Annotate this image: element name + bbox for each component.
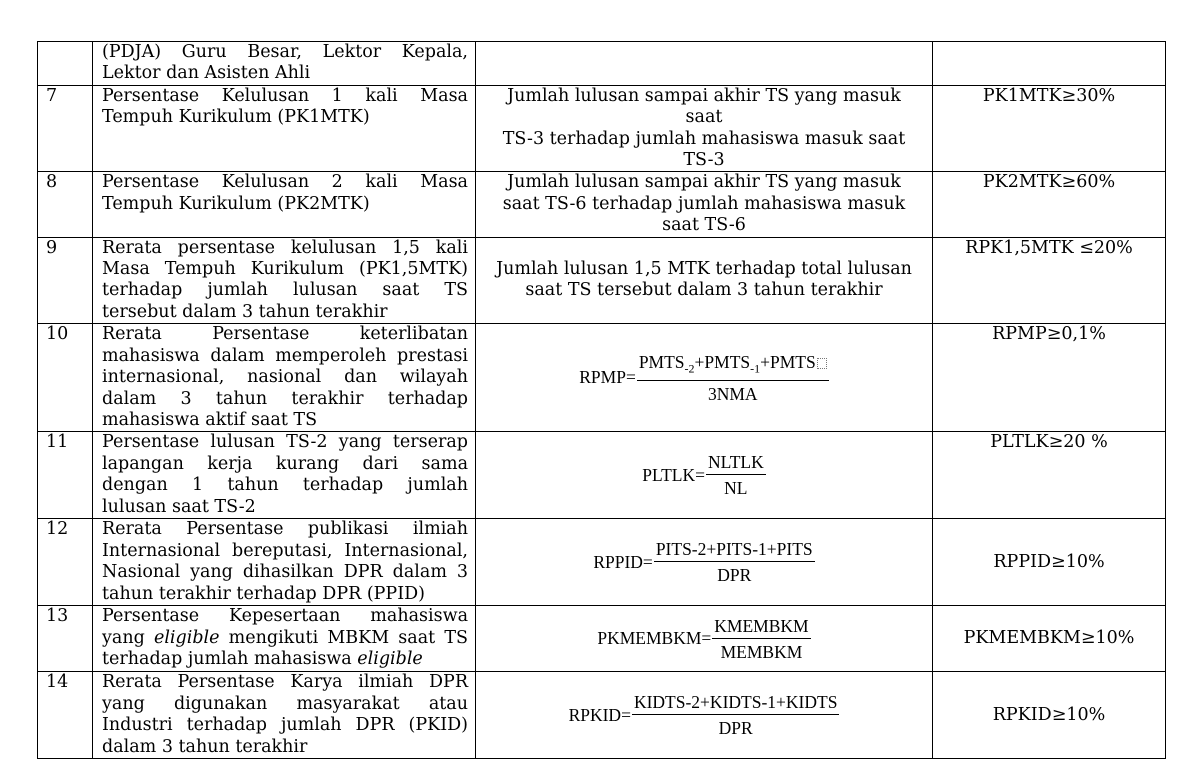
formula-pkmembkm: PKMEMBKM= $\frac{\text{KMEMBKM}}{\text{MEMBKM}}$ [597,615,809,662]
table-row [38,85,1166,172]
fraction [637,351,829,406]
numerator: KIDTS-2+KIDTS-1+KIDTS [632,691,839,715]
target-cell: PK1MTK≥30% [933,85,1166,172]
row-number: 7 [38,85,93,172]
indicator-cell: Persentase Kepesertaan mahasiswa yang eligible mengikuti MBKM saat TS terhadap jumlah mahasiswa eligible [93,606,476,672]
formula-cell [476,606,933,672]
indicator-cell: Persentase lulusan TS-2 yang terserap lapangan kerja kurang dari sama dengan 1 tahun terhadap jumlah lulusan saat TS-2 [93,432,476,519]
target-cell [933,42,1166,86]
indicator-cell: Rerata Persentase publikasi ilmiah Internasional bereputasi, Internasional, Nasional yang dihasilkan DPR dalam 3 tahun terakhir terhadap DPR (PPID) [93,519,476,606]
numerator: PITS-2+PITS-1+PITS [654,538,815,562]
table-row [38,672,1166,759]
formula-cell: Jumlah lulusan sampai akhir TS yang masuk saat TS-3 terhadap jumlah mahasiswa masuk saat TS-3 [476,85,933,172]
table-row [38,237,1166,324]
indicator-cell: Persentase Kelulusan 2 kali Masa Tempuh Kurikulum (PK2MTK) [93,172,476,237]
denominator: NL [724,478,748,499]
fraction [712,615,810,663]
fraction [632,691,839,739]
denominator: DPR [717,565,752,586]
numerator: NLTLK [706,451,766,475]
target-cell: PK2MTK≥60% [933,172,1166,237]
row-number: 13 [38,606,93,672]
indicator-cell: Persentase Kelulusan 1 kali Masa Tempuh Kurikulum (PK1MTK) [93,85,476,172]
target-cell: RPPID≥10% [933,519,1166,606]
table-row [38,172,1166,237]
table-row [38,519,1166,606]
target-cell: RPMP≥0,1% [933,324,1166,432]
table-row [38,432,1166,519]
numerator: KMEMBKM [712,615,810,639]
denominator: DPR [718,718,753,739]
fraction [706,451,766,499]
formula-rpkid: RPKID= $\frac{\text{KIDTS-2+KIDTS-1+KIDTS}}{\text{DPR}}$ [568,692,838,739]
fraction [654,538,815,586]
target-cell: PLTLK≥20 % [933,432,1166,519]
target-cell: RPK1,5MTK ≤20% [933,237,1166,324]
formula-cell [476,432,933,519]
formula-cell [476,519,933,606]
indicator-cell: Rerata persentase kelulusan 1,5 kali Masa Tempuh Kurikulum (PK1,5MTK) terhadap jumlah lulusan saat TS tersebut dalam 3 tahun terakhir [93,237,476,324]
row-number: 14 [38,672,93,759]
formula-cell [476,672,933,759]
row-number: 10 [38,324,93,432]
table-row [38,324,1166,432]
denominator: MEMBKM [720,641,803,662]
table-row [38,42,1166,86]
indicator-cell: Rerata Persentase Karya ilmiah DPR yang digunakan masyarakat atau Industri terhadap jumlah DPR (PKID) dalam 3 tahun terakhir [93,672,476,759]
indicator-cell: Rerata Persentase keterlibatan mahasiswa dalam memperoleh prestasi internasional, nasional dan wilayah dalam 3 tahun terakhir terhadap mahasiswa aktif saat TS [93,324,476,432]
target-cell: PKMEMBKM≥10% [933,606,1166,672]
formula-cell: Jumlah lulusan 1,5 MTK terhadap total lulusan saat TS tersebut dalam 3 tahun terakhir [476,237,933,324]
row-number: 12 [38,519,93,606]
indicator-cell: (PDJA) Guru Besar, Lektor Kepala, Lektor dan Asisten Ahli [93,42,476,86]
numerator: $PMTS_{-2}+PMTS_{-1}+PMTS$ [637,351,829,382]
formula-cell [476,42,933,86]
formula-rpmp: RPMP= $\frac{PMTS_{-2}+PMTS_{-1}+PMTS}{\text{3NMA}}$ [579,351,828,406]
indicator-table [37,41,1166,759]
row-number: 9 [38,237,93,324]
denominator: 3NMA [707,384,758,405]
target-cell: RPKID≥10% [933,672,1166,759]
row-number: 11 [38,432,93,519]
placeholder-box-icon [817,358,827,369]
formula-cell [476,324,933,432]
formula-pltlk: PLTLK= $\frac{\text{NLTLK}}{NL}$ [642,452,764,499]
formula-rppid: RPPID= $\frac{\text{PITS-2+PITS-1+PITS}}{\text{DPR}}$ [593,539,813,586]
table-row [38,606,1166,672]
row-number: 8 [38,172,93,237]
formula-cell: Jumlah lulusan sampai akhir TS yang masuk saat TS-6 terhadap jumlah mahasiswa masuk saat TS-6 [476,172,933,237]
row-number [38,42,93,86]
